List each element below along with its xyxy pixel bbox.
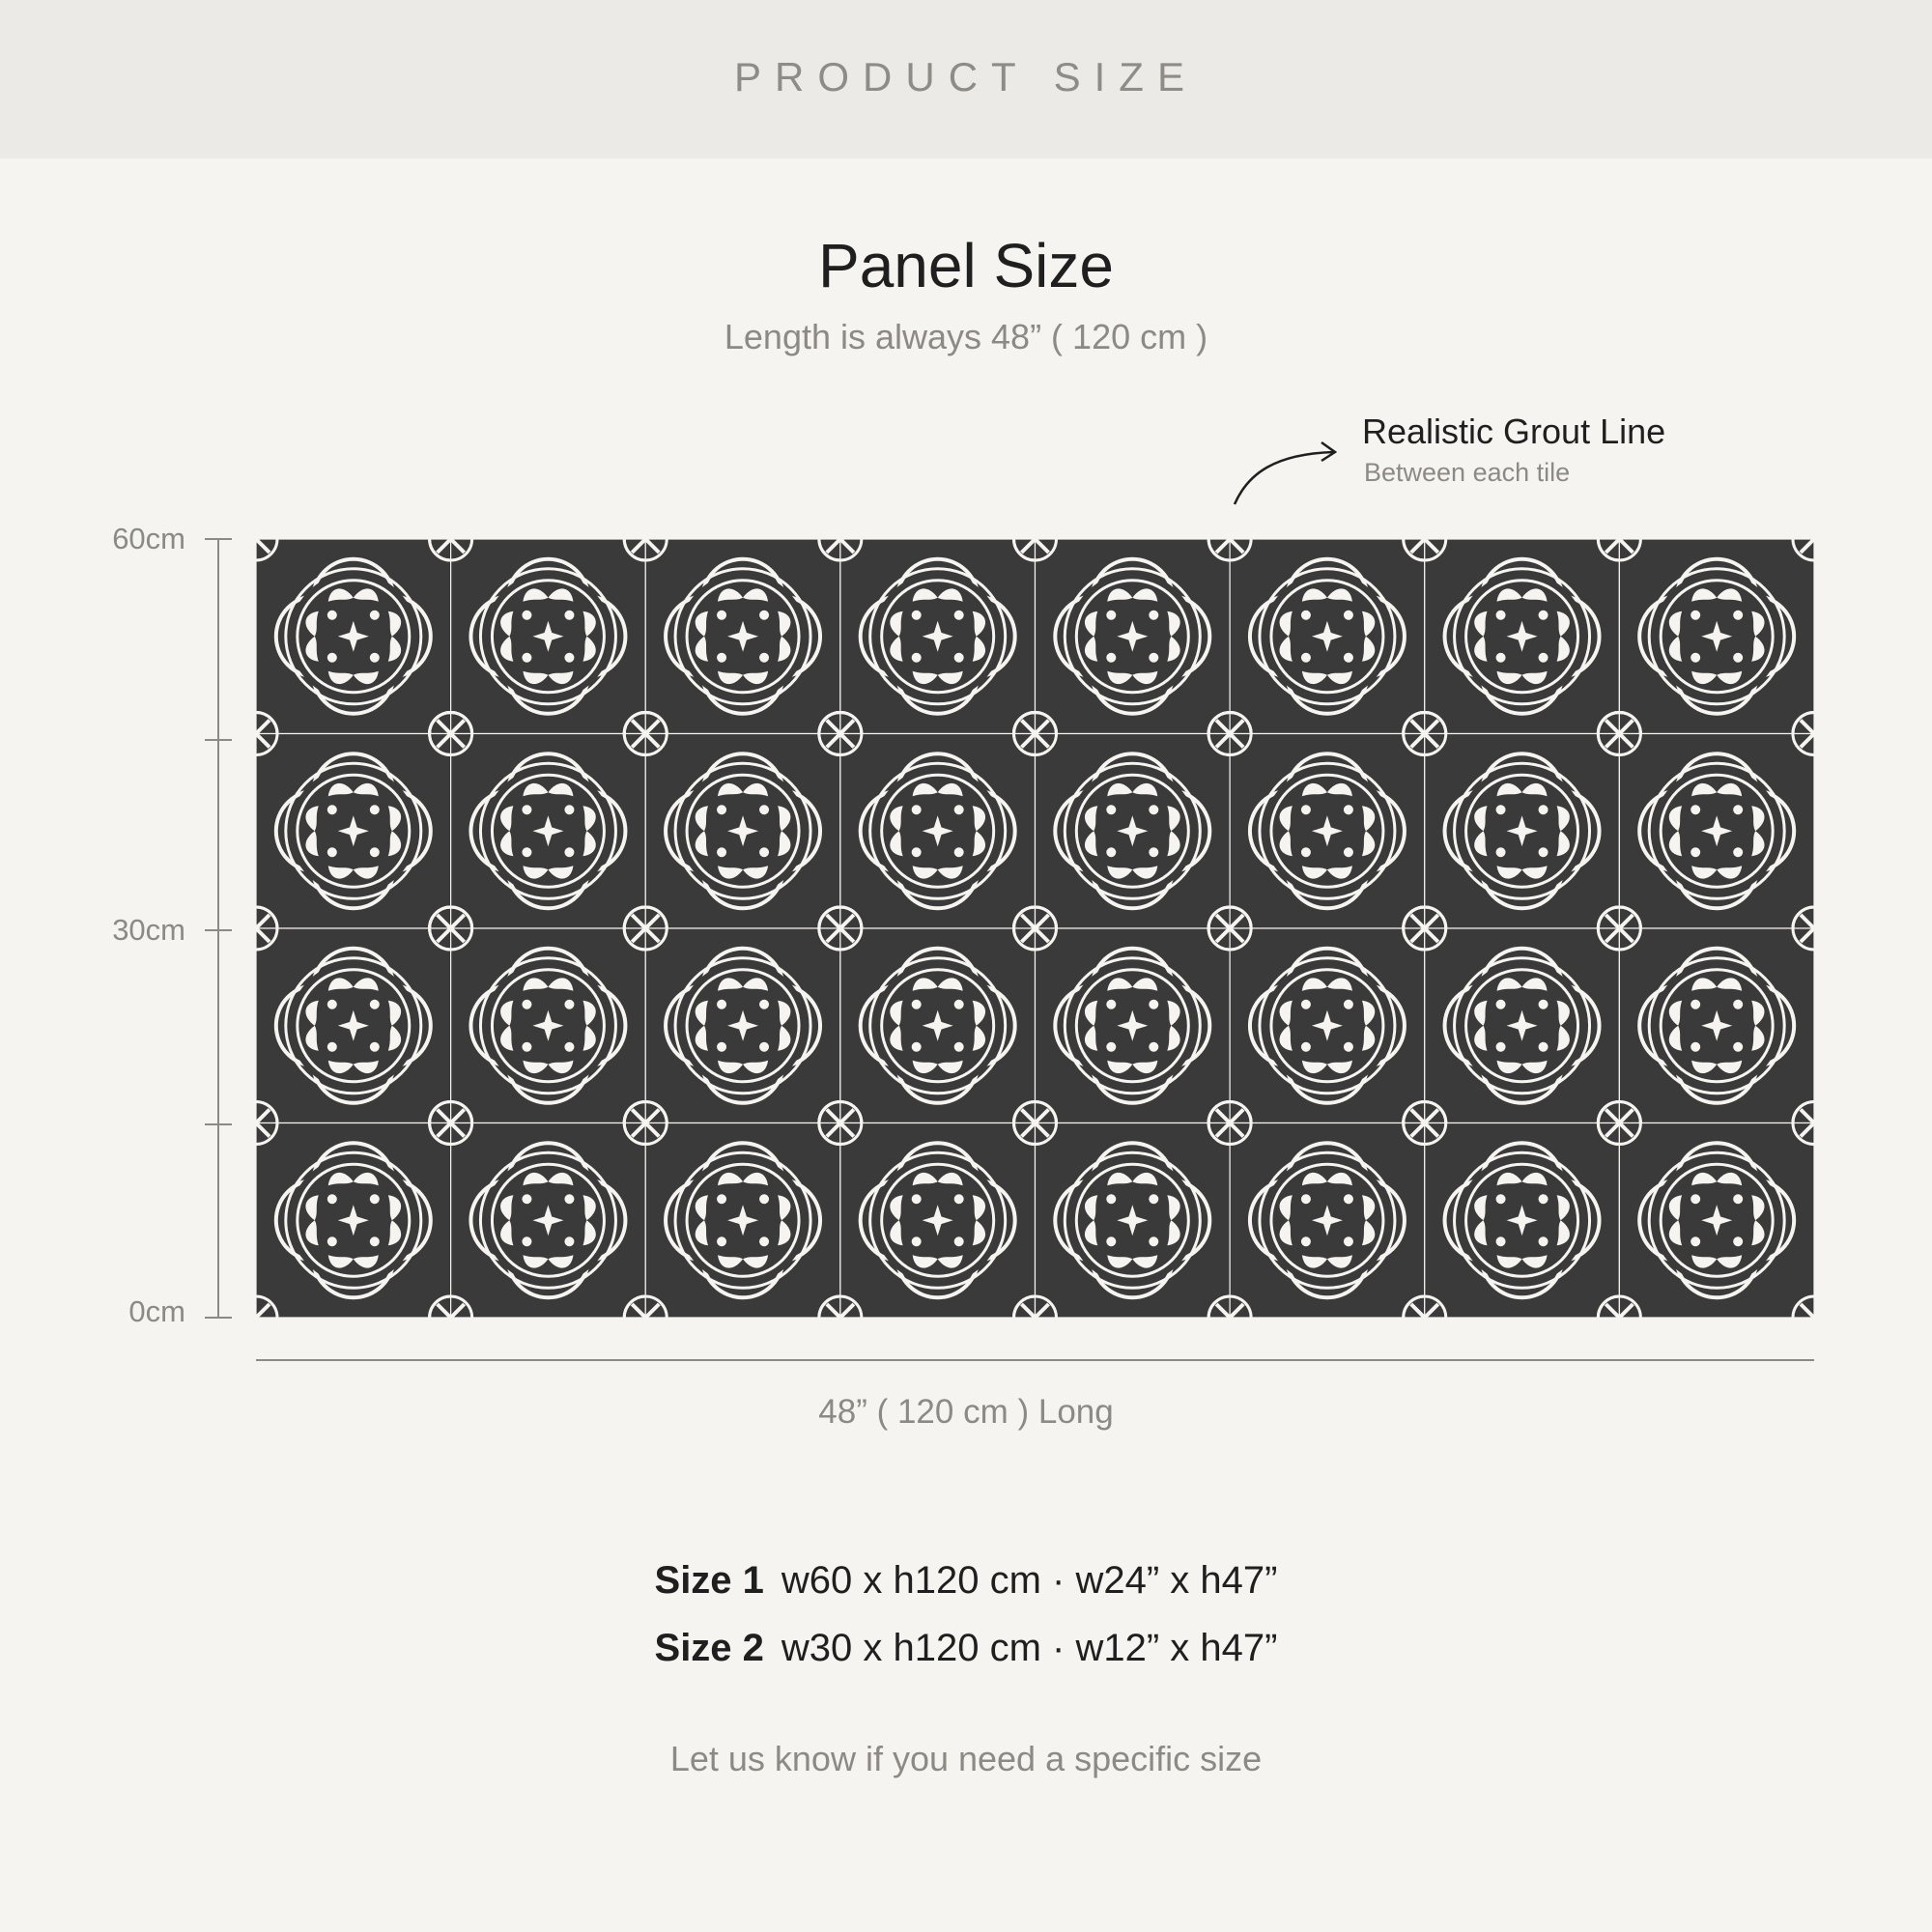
size-1-name: Size 1 [654, 1559, 764, 1602]
tile [256, 713, 472, 951]
tile [1014, 539, 1252, 755]
scale-label-30: 30cm [112, 913, 185, 947]
tile [1404, 1102, 1641, 1319]
tile [1404, 539, 1641, 755]
size-1-dims: w60 x h120 cm · w24” x h47” [781, 1559, 1278, 1602]
tile [624, 539, 862, 755]
tile [1598, 907, 1814, 1145]
panel-subtitle: Length is always 48” ( 120 cm ) [724, 317, 1208, 356]
tile [256, 539, 472, 755]
tile [1208, 539, 1446, 755]
tile [819, 539, 1057, 755]
scale-label-0: 0cm [128, 1294, 185, 1328]
size-2-name: Size 2 [654, 1627, 764, 1669]
tile-panel [256, 539, 1814, 1318]
scale-label-60: 60cm [112, 522, 185, 555]
grout-line-title: Realistic Grout Line [1362, 412, 1666, 451]
size-2-dims: w30 x h120 cm · w12” x h47” [781, 1627, 1278, 1669]
header-title: PRODUCT SIZE [734, 54, 1198, 99]
tile [624, 1102, 862, 1319]
tile [256, 907, 472, 1145]
custom-size-note: Let us know if you need a specific size [669, 1739, 1263, 1778]
tile [819, 1102, 1057, 1319]
tile [256, 1102, 472, 1319]
tile [1014, 1102, 1252, 1319]
size-2-row [0, 1627, 1932, 1670]
tile [1598, 713, 1814, 951]
tile [1598, 1102, 1814, 1319]
tile [430, 1102, 668, 1319]
length-label: 48” ( 120 cm ) Long [818, 1393, 1114, 1431]
tile [1208, 1102, 1446, 1319]
tile [430, 539, 668, 755]
size-1-row [0, 1559, 1932, 1603]
panel-title: Panel Size [818, 231, 1114, 300]
grout-line-subtitle: Between each tile [1364, 458, 1571, 487]
tile [1598, 539, 1814, 755]
